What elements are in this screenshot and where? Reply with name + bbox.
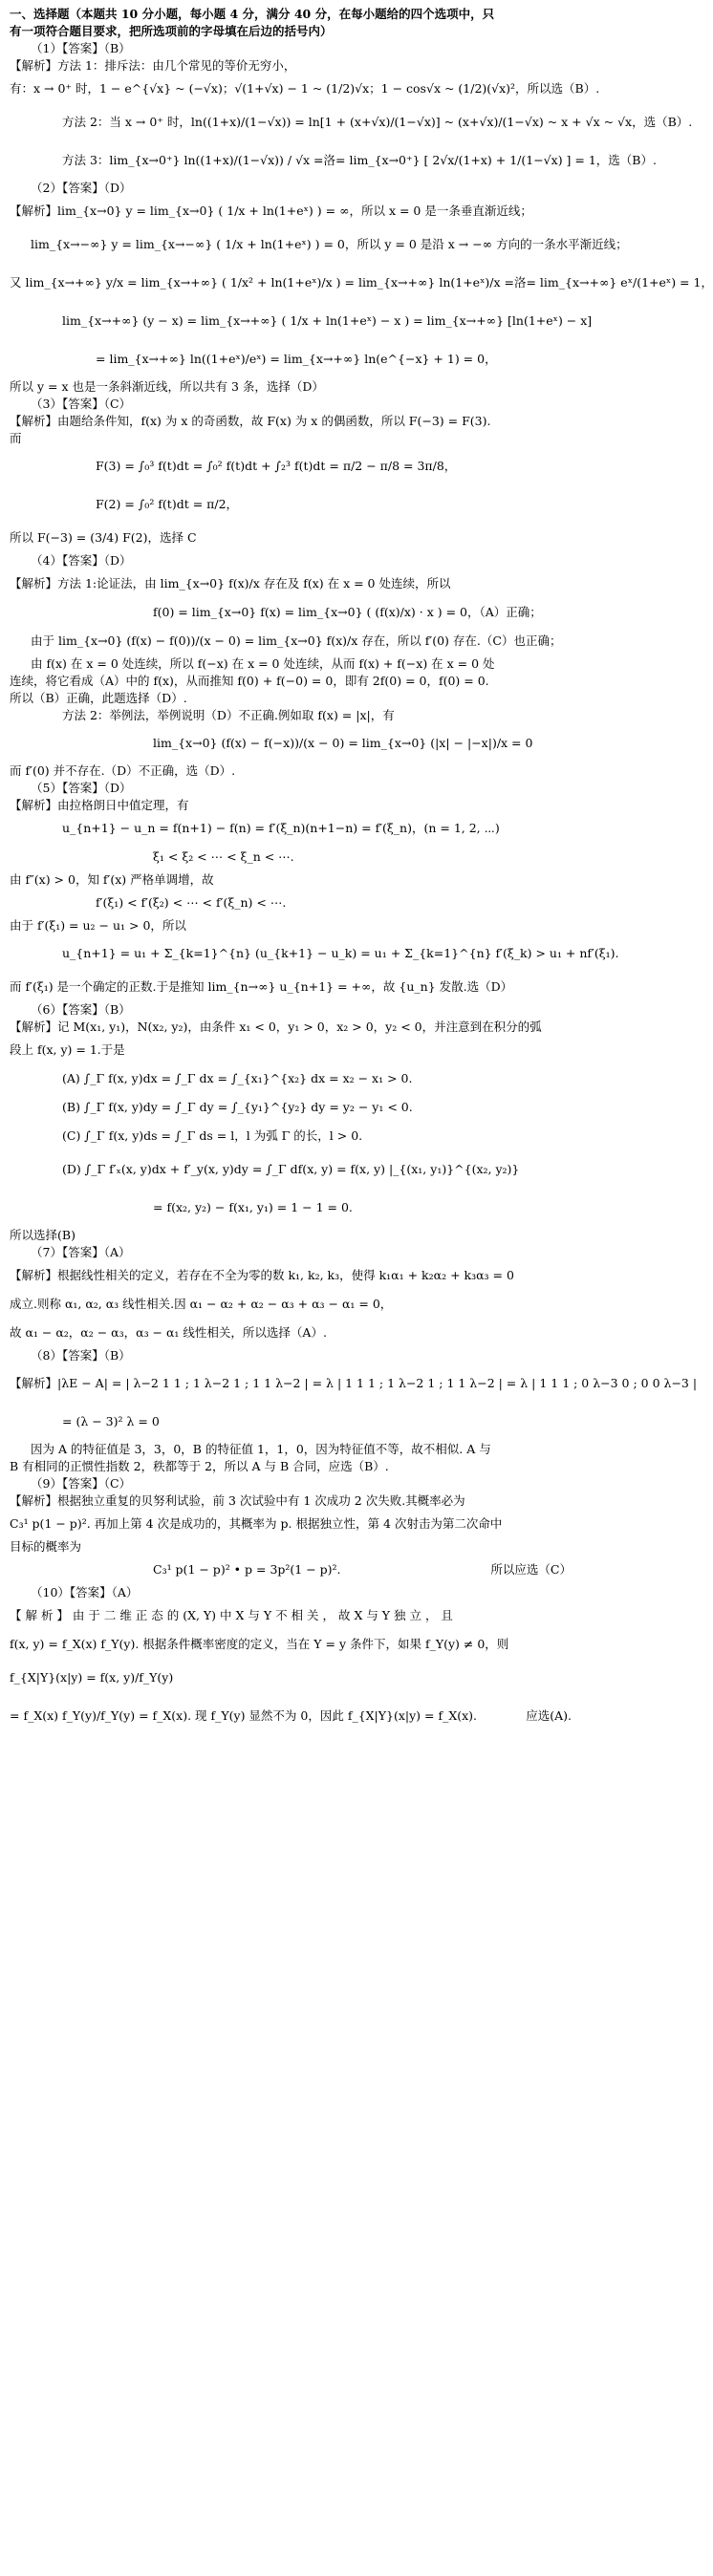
line-text: 又 lim_{x→+∞} y/x = lim_{x→+∞} ( 1/x² + ln(1+eˣ)/x ) = lim_{x→+∞} ln(1+eˣ)/x =洛= lim_{x→+∞} eˣ/(1+eˣ) = 1，	[10, 275, 713, 290]
line-text: 有一项符合题目要求，把所选项前的字母填在后边的括号内）	[10, 24, 333, 38]
text-line	[10, 917, 600, 934]
line-text: 【解析】|λE − A| = | λ−2 1 1 ; 1 λ−2 1 ; 1 1 λ−2 | = λ | 1 1 1 ; 1 λ−2 1 ; 1 1 λ−2 | = λ | 1 1 1 ; 0 λ−3 0 ; 0 0 λ−3 |	[10, 1376, 698, 1390]
text-line	[10, 1538, 600, 1556]
text-line	[10, 1584, 600, 1601]
line-text: （3）【答案】（C）	[31, 397, 132, 411]
text-line	[10, 1697, 600, 1735]
line-text: f_{X|Y}(x|y) = f(x, y)/f_Y(y)	[10, 1670, 174, 1685]
text-line	[10, 598, 600, 627]
text-line	[10, 447, 600, 485]
text-line	[10, 934, 619, 973]
line-text: lim_{x→0} (f(x) − f(−x))/(x − 0) = lim_{x→0} (|x| − |−x|)/x = 0	[153, 736, 533, 750]
line-text: 有：x → 0⁺ 时，1 − e^{√x} ~ (−√x)；√(1+√x) − 1 ~ (1/2)√x；1 − cos√x ~ (1/2)(√x)²，所以选（B）.	[10, 81, 600, 96]
text-line	[10, 1001, 600, 1019]
text-line	[10, 1475, 600, 1492]
text-line	[10, 413, 600, 430]
line-text: （4）【答案】（D）	[31, 553, 132, 568]
text-line	[10, 889, 600, 917]
text-line	[10, 1122, 600, 1150]
line-text: 【解析】由题给条件知，f(x) 为 x 的奇函数，故 F(x) 为 x 的偶函数，所以 F(−3) = F(3).	[10, 414, 491, 428]
line-right-note: 所以应选（C）	[490, 1562, 572, 1577]
line-text: 因为 A 的特征值是 3，3，0，B 的特征值 1，1，0，因为特征值不等，故不相似. A 与	[31, 1442, 491, 1456]
text-line	[10, 1150, 600, 1189]
line-text: = (λ − 3)² λ = 0	[62, 1414, 160, 1428]
text-line	[10, 485, 600, 524]
text-line	[10, 1036, 600, 1064]
line-text: f(0) = lim_{x→0} f(x) = lim_{x→0} ( (f(x)/x) · x ) = 0，（A）正确；	[153, 605, 542, 619]
text-line	[10, 197, 600, 225]
text-line	[10, 1347, 600, 1364]
line-text: C₃¹ p(1 − p)². 再加上第 4 次是成功的，其概率为 p. 根据独立性，第 4 次射击为第二次命中	[10, 1516, 503, 1531]
text-line	[10, 690, 600, 707]
line-text: （8）【答案】（B）	[31, 1348, 131, 1363]
text-line	[10, 340, 600, 378]
line-text: 方法 3：lim_{x→0⁺} ln((1+x)/(1−√x)) / √x =洛= lim_{x→0⁺} [ 2√x/(1+x) + 1/(1−√x) ] = 1，选（B）.	[62, 153, 657, 167]
line-text: u_{n+1} − u_n = f(n+1) − f(n) = f′(ξ_n)(n+1−n) = f′(ξ_n)，(n = 1, 2, ⋯)	[62, 821, 500, 835]
text-line	[10, 75, 600, 103]
line-text: 【解析】lim_{x→0} y = lim_{x→0} ( 1/x + ln(1+eˣ) ) = ∞，所以 x = 0 是一条垂直渐近线；	[10, 204, 532, 218]
text-line	[10, 1492, 600, 1510]
line-text: u_{n+1} = u₁ + Σ_{k=1}^{n} (u_{k+1} − u_k) = u₁ + Σ_{k=1}^{n} f′(ξ_k) > u₁ + nf′(ξ₁).	[62, 946, 619, 960]
line-text: F(2) = ∫₀² f(t)dt = π/2，	[96, 497, 239, 511]
line-text: 故 α₁ − α₂，α₂ − α₃，α₃ − α₁ 线性相关，所以选择（A）.	[10, 1325, 327, 1340]
text-line	[10, 707, 600, 724]
line-text: lim_{x→+∞} (y − x) = lim_{x→+∞} ( 1/x + ln(1+eˣ) − x ) = lim_{x→+∞} [ln(1+eˣ) − x]	[62, 313, 593, 328]
line-text: 【解析】记 M(x₁, y₁)，N(x₂, y₂)，由条件 x₁ < 0，y₁ > 0，x₂ > 0，y₂ < 0，并注意到在积分的弧	[10, 1020, 542, 1034]
text-line	[10, 973, 600, 1001]
line-text: 一、选择题（本题共 10 分小题，每小题 4 分，满分 40 分，在每小题给的四个选项中，只	[10, 7, 495, 21]
text-line	[10, 1659, 600, 1697]
line-text: F(3) = ∫₀³ f(t)dt = ∫₀² f(t)dt + ∫₂³ f(t)dt = π/2 − π/8 = 3π/8，	[96, 459, 457, 473]
text-line	[10, 40, 600, 57]
line-text: 所以 F(−3) = (3/4) F(2)，选择 C	[10, 530, 197, 545]
line-text: 而	[10, 431, 22, 445]
line-text: 所以（B）正确，此题选择（D）.	[10, 691, 187, 705]
line-text: 【解析】根据独立重复的贝努利试验，前 3 次试验中有 1 次成功 2 次失败.其概率必为	[10, 1493, 465, 1508]
line-text: 而 f′(ξ₁) 是一个确定的正数.于是推知 lim_{n→∞} u_{n+1} = +∞，故 {u_n} 发散.选（D）	[10, 979, 513, 994]
line-text: （2）【答案】（D）	[31, 181, 132, 195]
text-line	[10, 23, 600, 40]
text-line	[10, 673, 600, 690]
line-text: （6）【答案】（B）	[31, 1002, 131, 1017]
line-text: 由 f(x) 在 x = 0 处连续，所以 f(−x) 在 x = 0 处连续，从而 f(x) + f(−x) 在 x = 0 处	[31, 656, 495, 671]
line-text: 由于 f′(ξ₁) = u₂ − u₁ > 0，所以	[10, 918, 186, 933]
line-text: 【解析】方法 1:论证法，由 lim_{x→0} f(x)/x 存在及 f(x) 在 x = 0 处连续，所以	[10, 576, 451, 590]
line-text: f′(ξ₁) < f′(ξ₂) < ⋯ < f′(ξ_n) < ⋯.	[96, 895, 287, 910]
line-text: 【 解 析 】 由 于 二 维 正 态 的 (X, Y) 中 X 与 Y 不 相 关 ， 故 X 与 Y 独 立 ， 且	[10, 1608, 453, 1622]
text-line	[10, 430, 600, 447]
text-line	[10, 1601, 600, 1630]
line-text: f(x, y) = f_X(x) f_Y(y). 根据条件概率密度的定义，当在 Y = y 条件下，如果 f_Y(y) ≠ 0，则	[10, 1637, 509, 1651]
text-line	[10, 762, 600, 780]
text-line	[10, 1227, 600, 1244]
line-text: 方法 2：举例法，举例说明（D）不正确.例如取 f(x) = |x|，有	[62, 708, 395, 722]
line-text: = f_X(x) f_Y(y)/f_Y(y) = f_X(x). 现 f_Y(y) 显然不为 0，因此 f_{X|Y}(x|y) = f_X(x).	[10, 1708, 478, 1723]
text-line	[10, 843, 600, 871]
text-line	[10, 724, 600, 762]
line-text: 所以 y = x 也是一条斜渐近线，所以共有 3 条，选择（D）	[10, 379, 324, 394]
line-text: = f(x₂, y₂) − f(x₁, y₁) = 1 − 1 = 0.	[153, 1200, 353, 1214]
line-text: lim_{x→−∞} y = lim_{x→−∞} ( 1/x + ln(1+eˣ) ) = 0，所以 y = 0 是沿 x → −∞ 方向的一条水平渐近线；	[31, 237, 628, 251]
text-line	[10, 1019, 600, 1036]
text-line	[10, 797, 600, 814]
text-line	[10, 141, 657, 180]
line-text: 成立.则称 α₁, α₂, α₃ 线性相关.因 α₁ − α₂ + α₂ − α₃ + α₃ − α₁ = 0，	[10, 1297, 393, 1311]
text-line	[10, 396, 600, 413]
text-line	[10, 1458, 600, 1475]
line-text: （10）【答案】（A）	[31, 1585, 139, 1599]
line-text: 连续，将它看成（A）中的 f(x)，从而推知 f(0) + f(−0) = 0，即有 2f(0) = 0，f(0) = 0.	[10, 674, 489, 688]
text-line	[10, 1364, 698, 1403]
line-text: (B) ∫_Γ f(x, y)dy = ∫_Γ dy = ∫_{y₁}^{y₂} dy = y₂ − y₁ < 0.	[62, 1100, 413, 1114]
text-line	[10, 1093, 600, 1122]
line-text: (D) ∫_Γ f′ₓ(x, y)dx + f′_y(x, y)dy = ∫_Γ df(x, y) = f(x, y) |_{(x₁, y₁)}^{(x₂, y₂)}	[62, 1162, 520, 1176]
line-text: 所以选择(B)	[10, 1228, 76, 1242]
text-line	[10, 1556, 600, 1584]
text-line	[10, 1510, 600, 1538]
text-line	[10, 302, 600, 340]
text-line	[10, 569, 600, 598]
text-line	[10, 1189, 600, 1227]
line-text: (C) ∫_Γ f(x, y)ds = ∫_Γ ds = l，l 为弧 Γ 的长，l > 0.	[62, 1128, 363, 1143]
line-text: 目标的概率为	[10, 1539, 82, 1554]
line-text: 由 f″(x) > 0，知 f′(x) 严格单调增，故	[10, 872, 214, 887]
line-text: = lim_{x→+∞} ln((1+eˣ)/eˣ) = lim_{x→+∞} ln(e^{−x} + 1) = 0，	[96, 352, 497, 366]
text-line	[10, 627, 600, 655]
text-line	[10, 180, 600, 197]
text-line	[10, 103, 693, 141]
line-text: 而 f′(0) 并不存在.（D）不正确，选（D）.	[10, 763, 236, 778]
line-right-note: 应选(A).	[526, 1708, 572, 1723]
line-text: （7）【答案】（A）	[31, 1245, 131, 1259]
line-text: 段上 f(x, y) = 1.于是	[10, 1042, 125, 1057]
line-text: 【解析】根据线性相关的定义，若存在不全为零的数 k₁, k₂, k₃，使得 k₁α₁ + k₂α₂ + k₃α₃ = 0	[10, 1268, 514, 1282]
line-text: (A) ∫_Γ f(x, y)dx = ∫_Γ dx = ∫_{x₁}^{x₂} dx = x₂ − x₁ > 0.	[62, 1071, 413, 1085]
line-text: 由于 lim_{x→0} (f(x) − f(0))/(x − 0) = lim_{x→0} f(x)/x 存在，所以 f′(0) 存在.（C）也正确；	[31, 633, 562, 648]
text-line	[10, 524, 600, 552]
text-line	[10, 655, 600, 673]
line-text: （5）【答案】（D）	[31, 781, 132, 795]
text-line	[10, 264, 713, 302]
line-text: ξ₁ < ξ₂ < ⋯ < ξ_n < ⋯.	[153, 849, 294, 864]
text-line	[10, 1261, 600, 1290]
text-line	[10, 1290, 600, 1319]
text-line	[10, 1441, 600, 1458]
text-line	[10, 1630, 600, 1659]
text-line	[10, 57, 600, 75]
text-line	[10, 814, 600, 843]
line-text: 【解析】由拉格朗日中值定理，有	[10, 798, 189, 812]
text-line	[10, 378, 600, 396]
line-text: （1）【答案】（B）	[31, 41, 131, 55]
text-line	[10, 552, 600, 569]
line-text: （9）【答案】（C）	[31, 1476, 132, 1491]
text-line	[10, 6, 600, 23]
line-text: 方法 2：当 x → 0⁺ 时，ln((1+x)/(1−√x)) = ln[1 + (x+√x)/(1−√x)] ~ (x+√x)/(1−√x) ~ x + √x ~ √x，选（B）.	[62, 115, 693, 129]
text-line	[10, 871, 600, 889]
line-text: B 有相同的正惯性指数 2，秩都等于 2，所以 A 与 B 合同，应选（B）.	[10, 1459, 389, 1473]
text-line	[10, 225, 628, 264]
text-line	[10, 1244, 600, 1261]
text-line	[10, 1319, 600, 1347]
line-text: 【解析】方法 1：排斥法：由几个常见的等价无穷小，	[10, 58, 296, 73]
text-line	[10, 780, 600, 797]
text-line	[10, 1403, 600, 1441]
line-text: C₃¹ p(1 − p)² • p = 3p²(1 − p)².	[153, 1562, 341, 1577]
text-line	[10, 1064, 600, 1093]
